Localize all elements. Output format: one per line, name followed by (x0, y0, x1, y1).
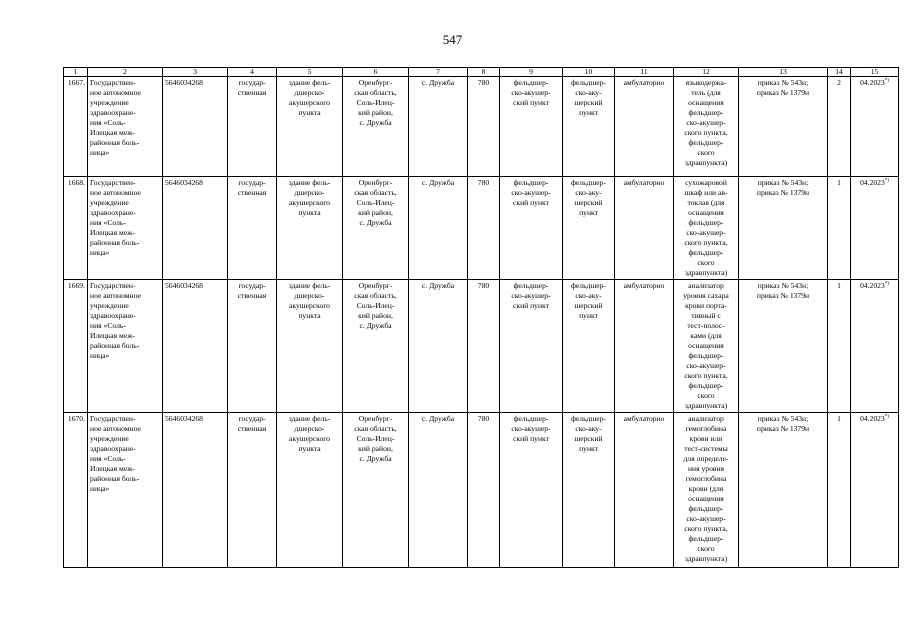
deadline-cell (851, 280, 899, 413)
address: Оренбург- ская область, Соль-Илец- кий район, с. Дружба (343, 177, 409, 280)
data-table (63, 67, 899, 568)
building-type: здание фель- дшерско- акушерского пункта (277, 413, 343, 568)
building-type: здание фель- дшерско- акушерского пункта (277, 77, 343, 177)
row-number: 1670. (64, 413, 88, 568)
unit-name: фельдшер- ско-акушер- ский пункт (500, 280, 563, 413)
deadline-date: 04.2023 (860, 78, 885, 87)
quantity: 2 (828, 77, 851, 177)
order-reference: приказ № 543н; приказ № 1379н (739, 177, 828, 280)
unit-name: фельдшер- ско-акушер- ский пункт (500, 413, 563, 568)
care-type: амбулаторно (615, 280, 674, 413)
unit-short-name: фельдшер- ско-аку- шерский пункт (563, 280, 615, 413)
building-type: здание фель- дшерско- акушерского пункта (277, 177, 343, 280)
table-row (64, 280, 899, 413)
locality: с. Дружба (409, 177, 468, 280)
unit-short-name: фельдшер- ско-аку- шерский пункт (563, 413, 615, 568)
column-number: 8 (468, 68, 500, 77)
equipment-name: языкодержа- тель (для оснащения фельдшер- ско-акушер- ского пункта, фельдшер- ского здравпункта) (674, 77, 739, 177)
code: 780 (468, 77, 500, 177)
column-number-row (64, 68, 899, 77)
footnote-mark: *) (884, 414, 889, 420)
column-number: 5 (277, 68, 343, 77)
unit-name: фельдшер- ско-акушер- ский пункт (500, 77, 563, 177)
deadline-date: 04.2023 (860, 178, 885, 187)
deadline-cell (851, 177, 899, 280)
building-type: здание фель- дшерско- акушерского пункта (277, 280, 343, 413)
inn: 5646034268 (163, 77, 228, 177)
row-number: 1668. (64, 177, 88, 280)
quantity: 1 (828, 280, 851, 413)
care-type: амбулаторно (615, 77, 674, 177)
unit-short-name: фельдшер- ско-аку- шерский пункт (563, 77, 615, 177)
code: 780 (468, 280, 500, 413)
column-number: 3 (163, 68, 228, 77)
organization-name: Государствен- ное автономное учреждение здравоохране- ния «Соль- Илецкая меж- районная боль- ница» (88, 280, 163, 413)
table-row (64, 77, 899, 177)
column-number: 6 (343, 68, 409, 77)
address: Оренбург- ская область, Соль-Илец- кий район, с. Дружба (343, 280, 409, 413)
organization-name: Государствен- ное автономное учреждение здравоохране- ния «Соль- Илецкая меж- районная боль- ница» (88, 177, 163, 280)
order-reference: приказ № 543н; приказ № 1379н (739, 77, 828, 177)
equipment-name: сухожаровой шкаф или ав- токлав (для оснащения фельдшер- ско-акушер- ского пункта, фельдшер- ского здравпункта) (674, 177, 739, 280)
code: 780 (468, 177, 500, 280)
unit-name: фельдшер- ско-акушер- ский пункт (500, 177, 563, 280)
locality: с. Дружба (409, 77, 468, 177)
ownership-form: государ- ственная (228, 280, 277, 413)
table-row (64, 177, 899, 280)
equipment-name: анализатор уровня сахара крови порта- тивный с тест-полос- ками (для оснащения фельдшер- ско-акушер- ского пункта, фельдшер- ского здравпункта) (674, 280, 739, 413)
deadline-date: 04.2023 (860, 281, 885, 290)
organization-name: Государствен- ное автономное учреждение здравоохране- ния «Соль- Илецкая меж- районная боль- ница» (88, 77, 163, 177)
deadline-cell (851, 413, 899, 568)
row-number: 1669. (64, 280, 88, 413)
column-number: 11 (615, 68, 674, 77)
ownership-form: государ- ственная (228, 77, 277, 177)
ownership-form: государ- ственная (228, 177, 277, 280)
organization-name: Государствен- ное автономное учреждение здравоохране- ния «Соль- Илецкая меж- районная боль- ница» (88, 413, 163, 568)
column-number: 10 (563, 68, 615, 77)
column-number: 12 (674, 68, 739, 77)
column-number: 1 (64, 68, 88, 77)
quantity: 1 (828, 177, 851, 280)
unit-short-name: фельдшер- ско-аку- шерский пункт (563, 177, 615, 280)
footnote-mark: *) (884, 78, 889, 84)
care-type: амбулаторно (615, 177, 674, 280)
inn: 5646034268 (163, 413, 228, 568)
footnote-mark: *) (884, 281, 889, 287)
deadline-date: 04.2023 (860, 414, 885, 423)
address: Оренбург- ская область, Соль-Илец- кий район, с. Дружба (343, 77, 409, 177)
deadline-cell (851, 77, 899, 177)
equipment-name: анализатор гемоглобина крови или тест-системы для определе- ния уровня гемоглобина крови (для оснащения фельдшер- ско-акушер- ского пункта, фельдшер- ского здравпункта) (674, 413, 739, 568)
locality: с. Дружба (409, 280, 468, 413)
ownership-form: государ- ственная (228, 413, 277, 568)
inn: 5646034268 (163, 280, 228, 413)
row-number: 1667. (64, 77, 88, 177)
column-number: 4 (228, 68, 277, 77)
footnote-mark: *) (884, 178, 889, 184)
table-row (64, 413, 899, 568)
inn: 5646034268 (163, 177, 228, 280)
column-number: 14 (828, 68, 851, 77)
column-number: 15 (851, 68, 899, 77)
care-type: амбулаторно (615, 413, 674, 568)
order-reference: приказ № 543н; приказ № 1379н (739, 280, 828, 413)
page-number: 547 (442, 32, 463, 47)
locality: с. Дружба (409, 413, 468, 568)
column-number: 9 (500, 68, 563, 77)
column-number: 13 (739, 68, 828, 77)
quantity: 1 (828, 413, 851, 568)
column-number: 2 (88, 68, 163, 77)
column-number: 7 (409, 68, 468, 77)
code: 780 (468, 413, 500, 568)
address: Оренбург- ская область, Соль-Илец- кий район, с. Дружба (343, 413, 409, 568)
order-reference: приказ № 543н; приказ № 1379н (739, 413, 828, 568)
